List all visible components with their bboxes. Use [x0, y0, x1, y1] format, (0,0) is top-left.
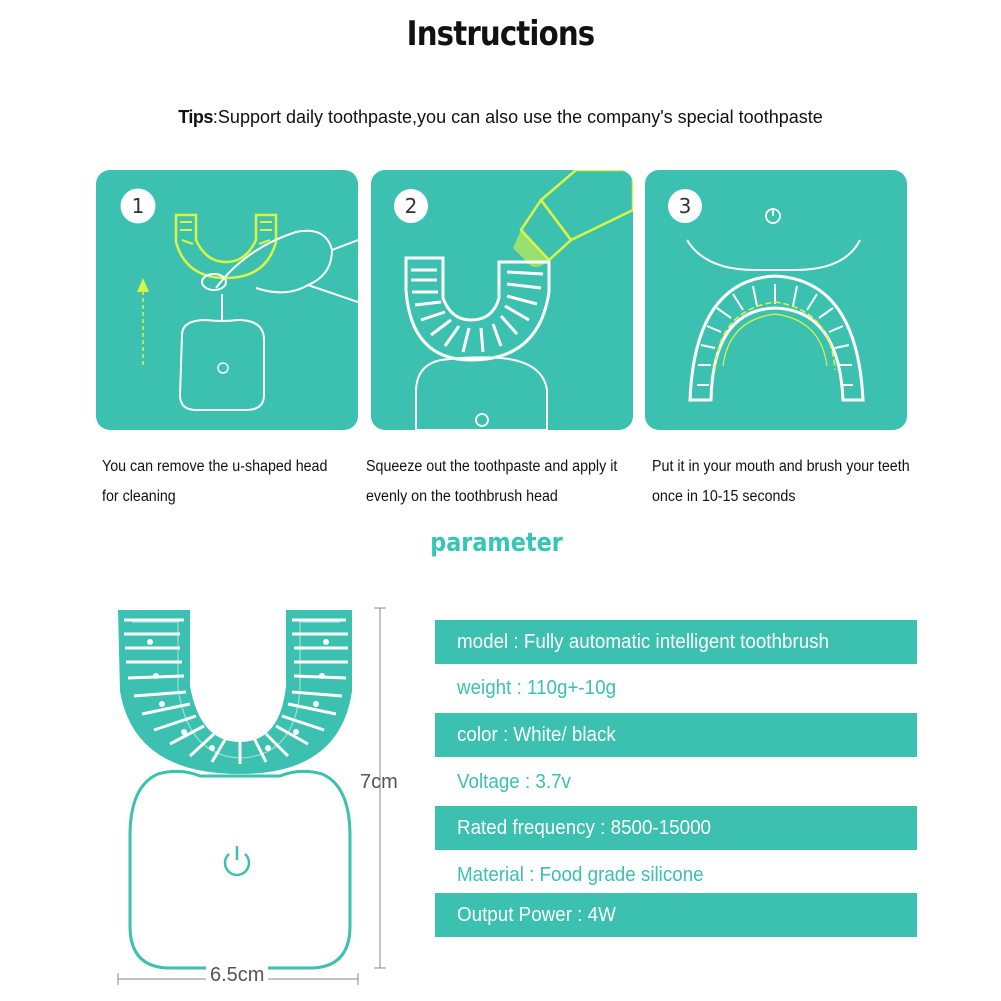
power-icon	[218, 363, 228, 373]
step-number-3: 3	[678, 194, 692, 218]
tips-line	[0, 107, 1001, 128]
width-label: 6.5cm	[206, 964, 268, 987]
step-caption-3: Put it in your mouth and brush your teeth once in 10-15 seconds	[652, 458, 910, 505]
handle-base	[180, 320, 264, 410]
step-card-3	[645, 170, 907, 430]
tips-text: :Support daily toothpaste,you can also use the company's special toothpaste	[212, 107, 823, 127]
teeth-highlight	[715, 302, 835, 370]
parameter-row	[435, 666, 917, 710]
page-title: Instructions	[406, 14, 595, 54]
toothbrush-dimension-diagram	[100, 596, 420, 996]
hand-outline	[216, 231, 358, 302]
step-number-2: 2	[404, 194, 418, 218]
parameter-row-text: Voltage : 3.7v	[457, 771, 571, 793]
parameter-row	[435, 620, 917, 664]
handle-base-diagram	[130, 771, 350, 968]
parameter-title: parameter	[430, 528, 563, 558]
parameter-row	[435, 893, 917, 937]
step-caption-1: You can remove the u-shaped head for cleaning	[102, 458, 328, 505]
parameter-row-text: Material : Food grade silicone	[457, 864, 704, 886]
tips-label: Tips	[178, 107, 213, 127]
parameter-row-text: model : Fully automatic intelligent toothbrush	[457, 631, 830, 653]
toothpaste-tube	[541, 170, 633, 240]
height-label: 7cm	[360, 771, 398, 793]
step-card-1	[96, 170, 358, 430]
u-head-mouth	[690, 276, 863, 400]
power-icon	[225, 846, 249, 875]
step-2-illustration	[371, 170, 633, 430]
parameter-row	[435, 760, 917, 804]
parameter-row-text: Output Power : 4W	[457, 904, 616, 926]
parameter-row-text: weight : 110g+-10g	[457, 677, 617, 699]
parameter-row-text: Rated frequency : 8500-15000	[457, 817, 711, 839]
step-1-illustration	[96, 170, 358, 430]
step-3-illustration	[645, 170, 907, 430]
parameter-row	[435, 806, 917, 850]
parameter-row-text: color : White/ black	[457, 724, 616, 746]
power-icon	[476, 414, 488, 426]
step-caption-2: Squeeze out the toothpaste and apply it evenly on the toothbrush head	[366, 458, 618, 505]
step-card-2	[371, 170, 633, 430]
step-number-1: 1	[131, 194, 145, 218]
parameter-row	[435, 853, 917, 897]
handle-base	[416, 357, 547, 430]
parameter-row	[435, 713, 917, 757]
